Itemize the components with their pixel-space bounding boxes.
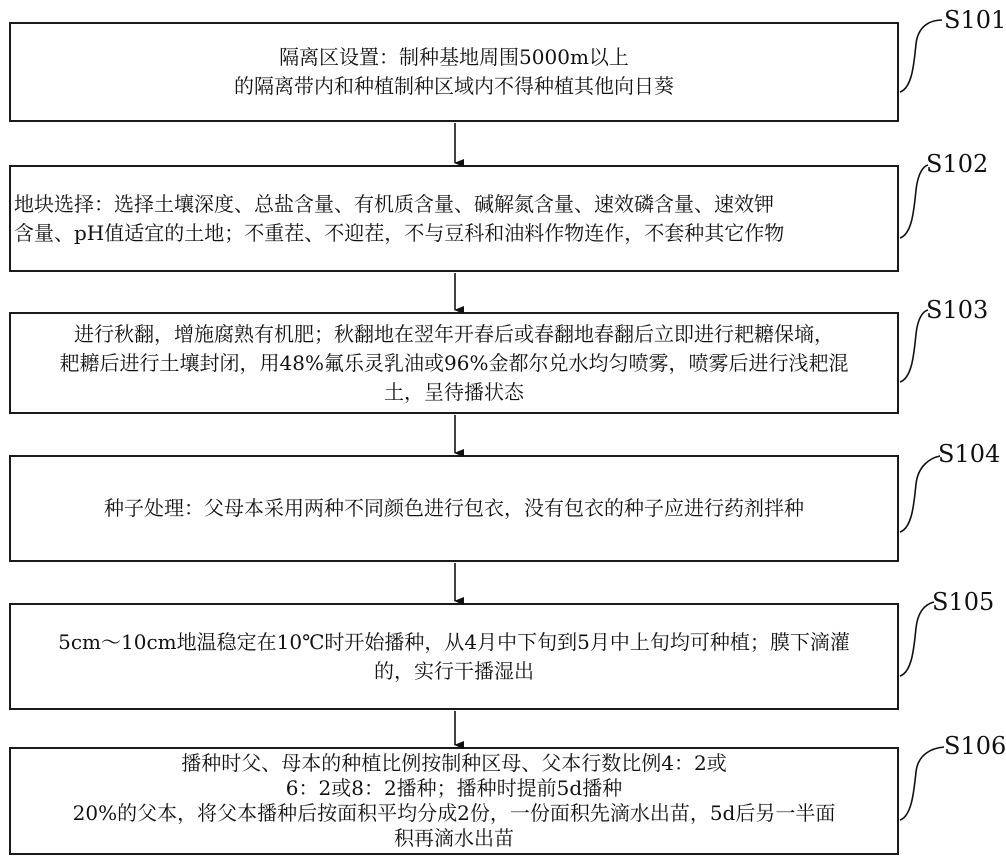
- step-label-s106: S106: [944, 732, 1006, 760]
- step-text-line: 6：2或8：2播种；播种时提前5d播种: [285, 776, 623, 800]
- step-text-line: 土，呈待播状态: [384, 379, 524, 404]
- label-leader-curve: [900, 310, 928, 382]
- step-label-s105: S105: [932, 588, 995, 616]
- step-text-line: 的隔离带内和种植制种区域内不得种植其他向日葵: [234, 74, 674, 98]
- step-text-line: 地块选择：选择土壤深度、总盐含量、有机质含量、碱解氮含量、速效磷含量、速效钾: [14, 191, 774, 216]
- step-text-line: 含量、pH值适宜的土地；不重茬、不迎茬，不与豆科和油料作物连作，不套种其它作物: [14, 220, 785, 245]
- label-leader-curve: [900, 20, 942, 92]
- step-text-line: 隔离区设置：制种基地周围5000m以上: [279, 45, 629, 69]
- label-leader-curve: [900, 456, 940, 532]
- label-leader-curve: [900, 747, 944, 820]
- step-text-line: 耙耱后进行土壤封闭，用48%氟乐灵乳油或96%金都尔兑水均匀喷雾，喷雾后进行浅耙混: [59, 350, 849, 375]
- step-text-line: 进行秋翻，增施腐熟有机肥；秋翻地在翌年开春后或春翻地春翻后立即进行耙耱保墒，: [74, 321, 834, 346]
- step-label-s104: S104: [938, 440, 1001, 468]
- step-text-line: 积再滴水出苗: [394, 826, 514, 850]
- label-leader-curve: [900, 165, 928, 238]
- step-text-line: 种子处理：父母本采用两种不同颜色进行包衣，没有包衣的种子应进行药剂拌种: [104, 496, 804, 520]
- step-text-line: 的，实行干播湿出: [374, 658, 534, 683]
- step-label-s102: S102: [926, 150, 989, 178]
- step-label-s103: S103: [926, 296, 989, 324]
- step-text-line: 播种时父、母本的种植比例按制种区母、父本行数比例4：2或: [181, 751, 727, 775]
- label-leader-curve: [900, 602, 934, 676]
- step-text-line: 5cm～10cm地温稳定在10℃时开始播种，从4月中下旬到5月中上旬均可种植；膜下滴灌: [58, 629, 850, 654]
- step-label-s101: S101: [944, 6, 1006, 34]
- step-text-line: 20%的父本，将父本播种后按面积平均分成2份，一份面积先滴水出苗，5d后另一半面: [72, 801, 836, 825]
